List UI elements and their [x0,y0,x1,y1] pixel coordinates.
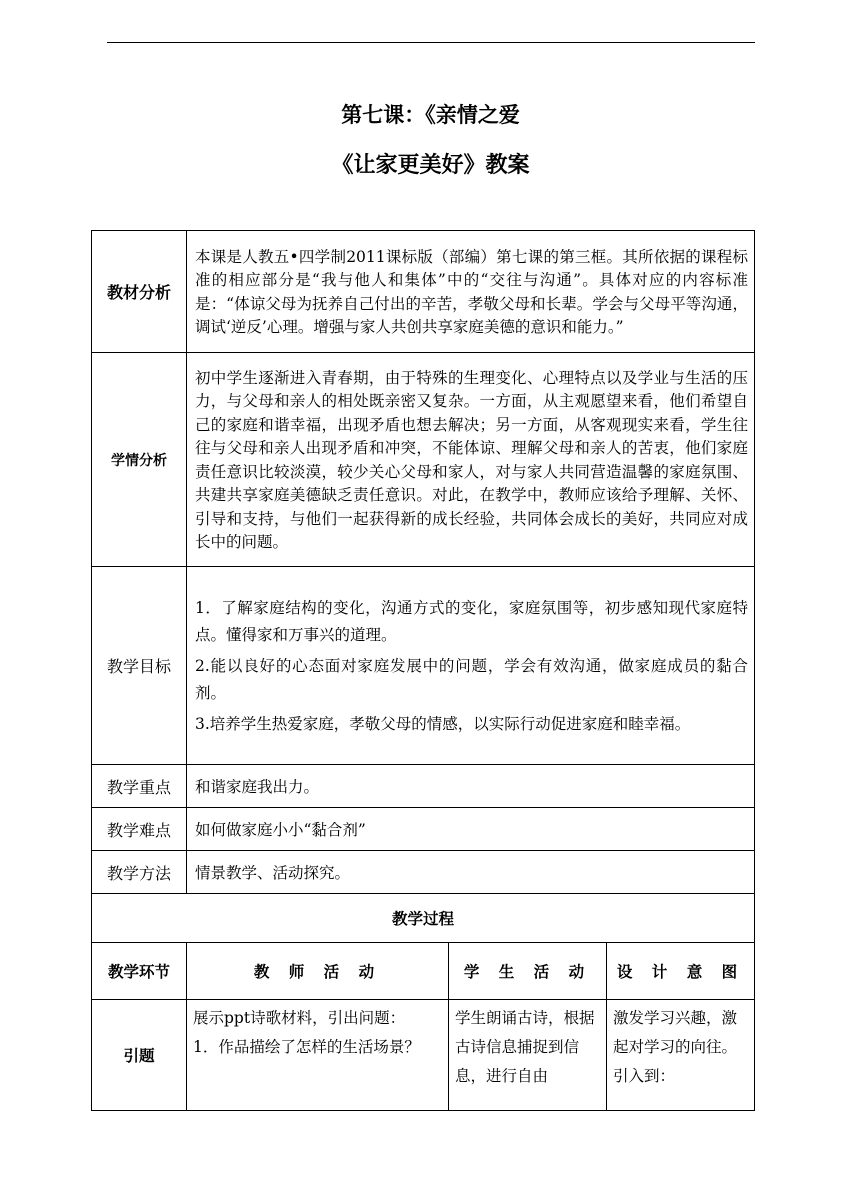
row-objectives [92,567,755,765]
column-stage: 教学环节 [92,943,187,1000]
label-textbook-analysis: 教材分析 [92,231,187,353]
row-key-point [92,765,755,808]
row-difficulty [92,808,755,851]
column-design-intent: 设 计 意 图 [607,943,755,1000]
header-rule [107,42,755,43]
design-intent-intro: 激发学习兴趣，激起对学习的向往。引入到： [607,1000,755,1111]
row-textbook-analysis [92,231,755,353]
text-student-analysis: 初中学生逐渐进入青春期，由于特殊的生理变化、心理特点以及学业与生活的压力，与父母和亲人的相处既亲密又复杂。一方面，从主观愿望来看，他们希望自己的家庭和谐幸福，出现矛盾也想去解决；另一方面，从客观现实来看，学生往往与父母和亲人出现矛盾和冲突，不能体谅、理解父母和亲人的苦衷，他们家庭责任意识比较淡漠，较少关心父母和家人，对与家人共同营造温馨的家庭氛围、共建共享家庭美德缺乏责任意识。对此，在教学中，教师应该给予理解、关怀、引导和支持，与他们一起获得新的成长经验，共同体会成长的美好，共同应对成长中的问题。 [187,353,755,567]
label-student-analysis: 学情分析 [92,353,187,567]
objective-item: 2.能以良好的心态面对家庭发展中的问题，学会有效沟通，做家庭成员的黏合剂。 [195,657,749,702]
stage-intro: 引题 [92,1000,187,1111]
text-difficulty: 如何做家庭小小“黏合剂” [187,808,755,851]
text-textbook-analysis: 本课是人教五•四学制2011课标版（部编）第七课的第三框。其所依据的课程标准的相应部分是“我与他人和集体”中的“交往与沟通”。具体对应的内容标准是：“体谅父母为抚养自己付出的辛苦，孝敬父母和长辈。学会与父母平等沟通，调试‘逆反’心理。增强与家人共创共享家庭美德的意识和能力。” [187,231,755,353]
label-method: 教学方法 [92,851,187,894]
row-method [92,851,755,894]
text-method: 情景教学、活动探究。 [187,851,755,894]
row-student-analysis [92,353,755,567]
objective-item: 1．了解家庭结构的变化，沟通方式的变化，家庭氛围等，初步感知现代家庭特点。懂得家和万事兴的道理。 [195,599,749,644]
label-difficulty: 教学难点 [92,808,187,851]
column-student-activity: 学 生 活 动 [449,943,607,1000]
lesson-subtitle: 《让家更美好》教案 [331,153,530,178]
row-intro [92,1000,755,1111]
lesson-title: 第七课：《亲情之爱 [341,103,520,127]
label-objectives: 教学目标 [92,567,187,765]
row-process-columns [92,943,755,1000]
process-heading: 教学过程 [92,894,755,943]
lesson-plan-table [91,230,755,1111]
row-process-heading [92,894,755,943]
teacher-activity-intro [187,1000,449,1111]
objectives-list [187,567,755,765]
teacher-activity-line: 展示ppt诗歌材料，引出问题： [193,1009,406,1027]
student-activity-intro: 学生朗诵古诗，根据古诗信息捕捉到信息，进行自由 [449,1000,607,1111]
objective-item: 3.培养学生热爱家庭，孝敬父母的情感，以实际行动促进家庭和睦幸福。 [195,715,691,733]
column-teacher-activity: 教 师 活 动 [187,943,449,1000]
teacher-activity-line: 1．作品描绘了怎样的生活场景？ [193,1038,420,1056]
text-key-point: 和谐家庭我出力。 [187,765,755,808]
label-key-point: 教学重点 [92,765,187,808]
